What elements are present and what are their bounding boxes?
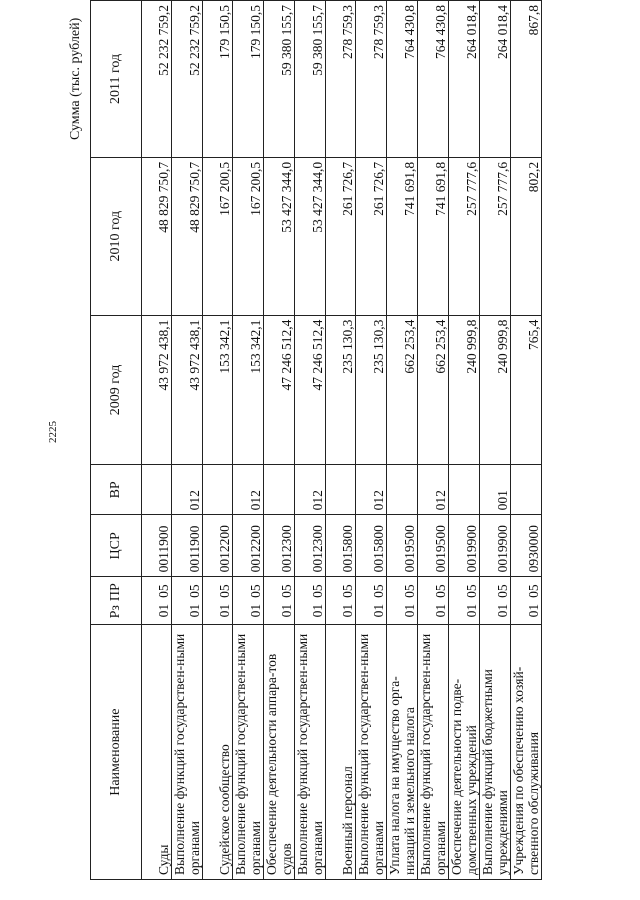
row-rz-pr	[203, 577, 233, 625]
row-value-2010: 257 777,6	[449, 157, 480, 315]
row-name: Выполнение функций государствен-ными органами	[172, 625, 203, 880]
col-vr-header: ВР	[91, 465, 142, 515]
row-rz-pr	[480, 577, 511, 625]
row-value-2009: 240 999,8	[480, 315, 511, 465]
row-pr: 05	[187, 584, 202, 598]
row-value-2009: 43 972 438,1	[172, 315, 203, 465]
row-rz: 01	[310, 603, 325, 618]
row-value-2011: 764 430,8	[387, 1, 418, 158]
row-name: Уплата налога на имущество орга-низаций и земельного налога	[387, 625, 418, 880]
table-row	[172, 1, 203, 880]
row-value-2010: 48 829 750,7	[172, 157, 203, 315]
table-row	[295, 1, 326, 880]
row-vr	[387, 465, 418, 515]
row-value-2010: 741 691,8	[418, 157, 449, 315]
row-pr: 05	[217, 584, 232, 598]
header-row	[91, 1, 142, 880]
col-2009-header: 2009 год	[91, 315, 142, 465]
row-rz-pr	[295, 577, 326, 625]
row-csr: 0012300	[264, 515, 295, 577]
row-vr: 001	[480, 465, 511, 515]
col-2011-header: 2011 год	[91, 1, 142, 158]
row-pr: 05	[402, 584, 417, 598]
units-label: Сумма (тыс. рублей)	[68, 17, 83, 140]
row-value-2011: 59 380 155,7	[264, 1, 295, 158]
row-pr: 05	[371, 584, 386, 598]
row-value-2009: 47 246 512,4	[295, 315, 326, 465]
row-pr: 05	[340, 584, 355, 598]
row-rz: 01	[526, 603, 541, 618]
col-rz-header: Рз	[108, 605, 123, 619]
row-vr: 012	[233, 465, 264, 515]
row-pr: 05	[464, 584, 479, 598]
table-row	[326, 1, 356, 880]
row-rz-pr	[172, 577, 203, 625]
row-rz: 01	[433, 603, 448, 618]
table-row	[356, 1, 387, 880]
row-value-2010: 741 691,8	[387, 157, 418, 315]
row-value-2011: 264 018,4	[480, 1, 511, 158]
row-value-2010: 53 427 344,0	[264, 157, 295, 315]
row-vr	[449, 465, 480, 515]
row-rz-pr	[142, 577, 172, 625]
row-csr: 0015800	[326, 515, 356, 577]
row-csr: 0011900	[172, 515, 203, 577]
row-value-2011: 179 150,5	[233, 1, 264, 158]
row-rz-pr	[233, 577, 264, 625]
row-rz: 01	[187, 603, 202, 618]
row-pr: 05	[279, 584, 294, 598]
row-value-2011: 764 430,8	[418, 1, 449, 158]
table-row	[387, 1, 418, 880]
row-vr	[203, 465, 233, 515]
col-rz-pr-header	[91, 577, 142, 625]
row-value-2009: 153 342,1	[203, 315, 233, 465]
page-number: 2225	[47, 421, 59, 443]
row-csr: 0930000	[511, 515, 542, 577]
row-rz-pr	[326, 577, 356, 625]
row-rz: 01	[464, 603, 479, 618]
row-rz-pr	[511, 577, 542, 625]
row-name: Выполнение функций государствен-ными органами	[295, 625, 326, 880]
row-pr: 05	[156, 584, 171, 598]
table-row	[449, 1, 480, 880]
row-value-2010: 167 200,5	[233, 157, 264, 315]
row-value-2009: 47 246 512,4	[264, 315, 295, 465]
table-row	[142, 1, 172, 880]
row-vr: 012	[356, 465, 387, 515]
row-value-2010: 802,2	[511, 157, 542, 315]
row-name: Обеспечение деятельности аппара-тов судов	[264, 625, 295, 880]
row-value-2009: 235 130,3	[326, 315, 356, 465]
row-value-2010: 167 200,5	[203, 157, 233, 315]
row-name: Военный персонал	[326, 625, 356, 880]
row-rz-pr	[264, 577, 295, 625]
row-pr: 05	[433, 584, 448, 598]
row-value-2009: 765,4	[511, 315, 542, 465]
table-row	[511, 1, 542, 880]
row-value-2011: 278 759,3	[326, 1, 356, 158]
row-value-2011: 179 150,5	[203, 1, 233, 158]
table-row	[233, 1, 264, 880]
row-value-2009: 235 130,3	[356, 315, 387, 465]
row-name: Выполнение функций государствен-ными органами	[418, 625, 449, 880]
row-rz-pr	[387, 577, 418, 625]
table-row	[418, 1, 449, 880]
row-value-2011: 264 018,4	[449, 1, 480, 158]
table-row	[480, 1, 511, 880]
row-csr: 0012300	[295, 515, 326, 577]
row-csr: 0012200	[233, 515, 264, 577]
row-pr: 05	[310, 584, 325, 598]
row-rz: 01	[217, 603, 232, 618]
row-value-2009: 662 253,4	[418, 315, 449, 465]
row-name: Учреждения по обеспечению хозяй-ственного обслуживания	[511, 625, 542, 880]
row-vr: 012	[172, 465, 203, 515]
row-rz: 01	[495, 603, 510, 618]
row-name: Выполнение функций бюджетными учреждениями	[480, 625, 511, 880]
row-value-2009: 240 999,8	[449, 315, 480, 465]
row-csr: 0019500	[387, 515, 418, 577]
row-value-2010: 257 777,6	[480, 157, 511, 315]
row-value-2010: 48 829 750,7	[142, 157, 172, 315]
row-rz-pr	[449, 577, 480, 625]
row-rz: 01	[248, 603, 263, 618]
row-value-2009: 43 972 438,1	[142, 315, 172, 465]
row-value-2009: 153 342,1	[233, 315, 264, 465]
row-value-2010: 53 427 344,0	[295, 157, 326, 315]
row-value-2011: 52 232 759,2	[172, 1, 203, 158]
row-value-2010: 261 726,7	[326, 157, 356, 315]
row-csr: 0012200	[203, 515, 233, 577]
row-csr: 0019900	[449, 515, 480, 577]
row-vr: 012	[418, 465, 449, 515]
row-csr: 0011900	[142, 515, 172, 577]
row-rz-pr	[356, 577, 387, 625]
col-2010-header: 2010 год	[91, 157, 142, 315]
table-body	[142, 1, 542, 880]
row-name: Обеспечение деятельности подве-домственных учреждений	[449, 625, 480, 880]
table-row	[203, 1, 233, 880]
col-csr-header: ЦСР	[91, 515, 142, 577]
row-name: Выполнение функций государствен-ными органами	[233, 625, 264, 880]
row-value-2011: 278 759,3	[356, 1, 387, 158]
col-pr-header: ПР	[108, 583, 123, 602]
table-row	[264, 1, 295, 880]
row-rz: 01	[340, 603, 355, 618]
row-value-2010: 261 726,7	[356, 157, 387, 315]
row-value-2011: 867,8	[511, 1, 542, 158]
row-csr: 0019900	[480, 515, 511, 577]
row-vr: 012	[295, 465, 326, 515]
row-csr: 0015800	[356, 515, 387, 577]
row-rz: 01	[402, 603, 417, 618]
row-vr	[142, 465, 172, 515]
row-name: Суды	[142, 625, 172, 880]
row-value-2009: 662 253,4	[387, 315, 418, 465]
row-vr	[326, 465, 356, 515]
row-value-2011: 59 380 155,7	[295, 1, 326, 158]
budget-table	[90, 0, 542, 880]
row-vr	[511, 465, 542, 515]
row-rz: 01	[371, 603, 386, 618]
row-rz-pr	[418, 577, 449, 625]
row-rz: 01	[156, 603, 171, 618]
row-value-2011: 52 232 759,2	[142, 1, 172, 158]
row-name: Судейское сообщество	[203, 625, 233, 880]
row-rz: 01	[279, 603, 294, 618]
row-name: Выполнение функций государствен-ными органами	[356, 625, 387, 880]
row-csr: 0019500	[418, 515, 449, 577]
row-pr: 05	[526, 584, 541, 598]
row-pr: 05	[495, 584, 510, 598]
row-pr: 05	[248, 584, 263, 598]
col-name-header: Наименование	[91, 625, 142, 880]
row-vr	[264, 465, 295, 515]
